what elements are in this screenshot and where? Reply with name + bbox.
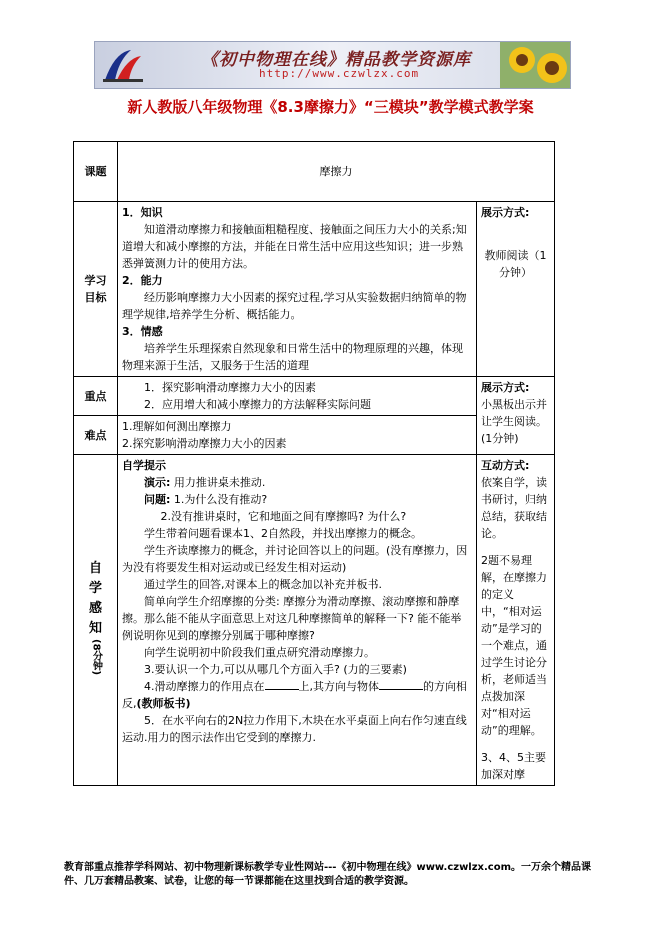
site-banner [94, 41, 571, 89]
self-study-interaction-method: 互动方式: 依案自学，读书研讨，归纳总结，获取结论。 2题不易理解，在摩擦力的定义中，“相对运动”是学习的一个难点，通过学生讨论分析，老师适当点拨加深对“相对运动”的理解。 3、4、5主要加深对摩 [477, 455, 555, 786]
key-points-content: 1．探究影响滑动摩擦力大小的因素 2．应用增大和减小摩擦力的方法解释实际问题 [118, 377, 477, 416]
goals-content: 1．知识 知道滑动摩擦力和接触面粗糙程度、接触面之间压力大小的关系;知道增大和减小摩擦的方法，并能在日常生活中应用这些知识；进一步熟悉弹簧测力计的使用方法。 2．能力 经历影响摩擦力大小因素的探究过程,学习从实验数据归纳简单的物理学规律,培养学生分析、概括能力。 3．情感 培养学生乐理探索自然现象和日常生活中的物理原理的兴趣，体现物理来源于生活，又服务于生活的道理 [118, 202, 477, 377]
topic-label: 课题 [74, 142, 118, 202]
lesson-plan-table [73, 141, 555, 786]
key-points-label: 重点 [74, 377, 118, 416]
self-study-label: 自 学 感 知 (8分钟) [74, 455, 118, 786]
difficult-display-method: 展示方式: 小黑板出示并让学生阅读。(1分钟) [477, 377, 555, 455]
sunflower-icon [500, 42, 570, 88]
site-logo-icon [101, 46, 145, 84]
goals-label: 学习 目标 [74, 202, 118, 377]
site-title: 《初中物理在线》精品教学资源库 [201, 50, 471, 70]
goals-display-method: 展示方式: 教师阅读（1分钟） [477, 202, 555, 377]
difficult-points-label: 难点 [74, 416, 118, 455]
fill-blank [379, 678, 423, 690]
fill-blank [265, 678, 299, 690]
site-url[interactable]: http://www.czwlzx.com [259, 67, 420, 80]
document-title: 新人教版八年级物理《8.3摩擦力》“三模块”教学模式教学案 [127, 98, 534, 116]
self-study-duration: (8分钟) [90, 639, 102, 676]
topic-value: 摩擦力 [118, 142, 555, 202]
self-study-content: 自学提示 演示: 用力推讲桌未推动. 问题: 1.为什么没有推动? 2.没有推讲桌时，它和地面之间有摩擦吗? 为什么? 学生带着问题看课本1、2自然段，并找出摩擦力的概念。 学生齐读摩擦力的概念，并讨论回答以上的问题。(没有摩擦力，因为没有将要发生相对运动或已经发生相对运动) 通过学生的回答,对课本上的概念加以补充并板书. 简单向学生介绍摩擦的分类: 摩擦分为滑动摩擦、滚动摩擦和静摩擦。那么能不能从字面意思上对这几种摩擦简单的解释一下? 能不能举例说明你见到的摩擦分别属于哪种摩擦? 向学生说明初中阶段我们重点研究滑动摩擦力。 3.要认识一个力,可以从哪几个方面入手? (力的三要素) 4.滑动摩擦力的作用点在 上,其方向与物体 的方向相反,(教师板书) 5．在水平向右的2N拉力作用下,木块在水平桌面上向右作匀速直线运动.用力的图示法作出它受到的摩擦力. [118, 455, 477, 786]
difficult-points-content: 1.理解如何测出摩擦力 2.探究影响滑动摩擦力大小的因素 [118, 416, 477, 455]
page-footer: 教育部重点推荐学科网站、初中物理新课标教学专业性网站---《初中物理在线》www.czwlzx.com。一万余个精品课件、几万套精品教案、试卷，让您的每一节课都能在这里找到合适的教学资源。 [64, 862, 592, 887]
